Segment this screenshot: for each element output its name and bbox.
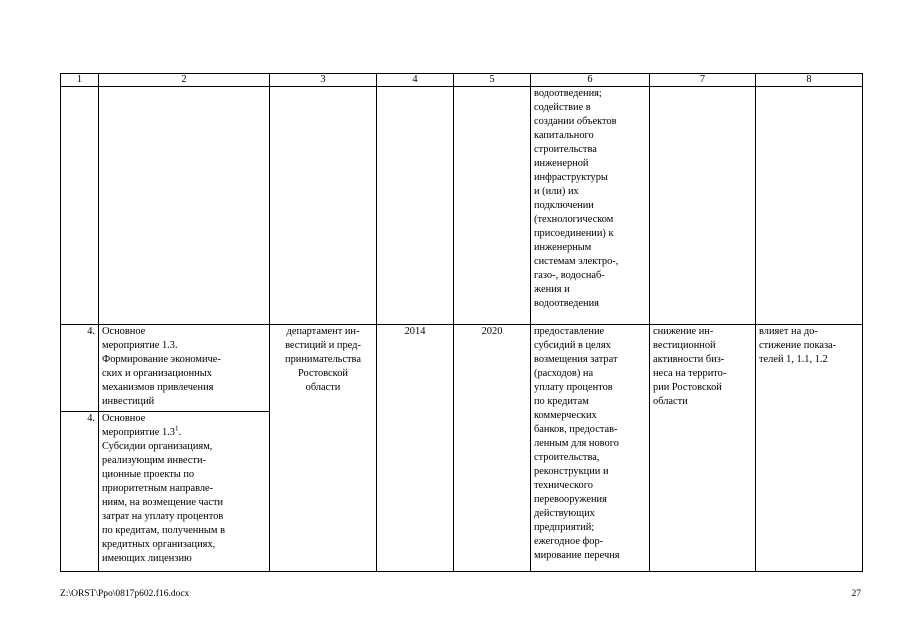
activity-code-superscript: 1	[174, 424, 179, 433]
start-year: 2014	[377, 325, 454, 572]
column-number-6: 6	[531, 74, 650, 87]
cont-cell-executor	[270, 87, 377, 325]
column-number-7: 7	[650, 74, 756, 87]
cont-cell-indicators	[756, 87, 863, 325]
column-number-3: 3	[270, 74, 377, 87]
activity-name-line-2	[102, 426, 266, 440]
cont-cell-activity	[99, 87, 270, 325]
activity-description: Субсидии организациям, реализующим инвести- ционные проекты по приоритетным направле- ниям, на возмещение части затрат на уплату процентов по кредитам, полученным в кредитных организациях, имеющих лицензию	[102, 441, 225, 564]
activity-name	[99, 412, 270, 572]
column-number-header-row	[61, 74, 863, 87]
footer-page-number: 27	[851, 589, 861, 599]
end-year: 2020	[454, 325, 531, 572]
column-number-8: 8	[756, 74, 863, 87]
cont-cell-expected-result: водоотведения; содействие в создании объектов капитального строительства инженерной инфраструктуры и (или) их подключении (технологическом присоединении) к инженерным системам электро-, газо-, водоснаб- жения и водоотведения	[531, 87, 650, 325]
footer-file-path: Z:\ORST\Ppo\0817p602.f16.docx	[60, 589, 190, 599]
cont-cell-consequences	[650, 87, 756, 325]
responsible-executor: департамент ин- вестиций и пред- принимательства Ростовской области	[270, 325, 377, 572]
continuation-row	[61, 87, 863, 325]
related-indicators: влияет на до- стижение показа- телей 1, 1.1, 1.2	[756, 325, 863, 572]
column-number-1: 1	[61, 74, 99, 87]
cont-cell-start-year	[377, 87, 454, 325]
non-implementation-consequences: снижение ин- вестиционной активности биз- неса на террито- рии Ростовской области	[650, 325, 756, 572]
activity-name-line-1: Основное	[102, 413, 146, 424]
activity-code-period: .	[178, 427, 182, 438]
cont-cell-number	[61, 87, 99, 325]
activity-row-1-3	[61, 325, 863, 412]
column-number-5: 5	[454, 74, 531, 87]
expected-result: предоставление субсидий в целях возмещения затрат (расходов) на уплату процентов по кредитам коммерческих банков, предостав- ленным для нового строительства, реконструкции и технического перевооружения действующих предприятий; ежегодное фор- мирование перечня	[531, 325, 650, 572]
row-number: 4.	[61, 412, 99, 572]
cont-cell-end-year	[454, 87, 531, 325]
activity-name: Основное мероприятие 1.3. Формирование экономиче- ских и организационных механизмов привлечения инвестиций	[99, 325, 270, 412]
column-number-4: 4	[377, 74, 454, 87]
activity-code: мероприятие 1.3	[102, 427, 175, 438]
program-activities-table	[60, 73, 863, 572]
row-number: 4.	[61, 325, 99, 412]
column-number-2: 2	[99, 74, 270, 87]
